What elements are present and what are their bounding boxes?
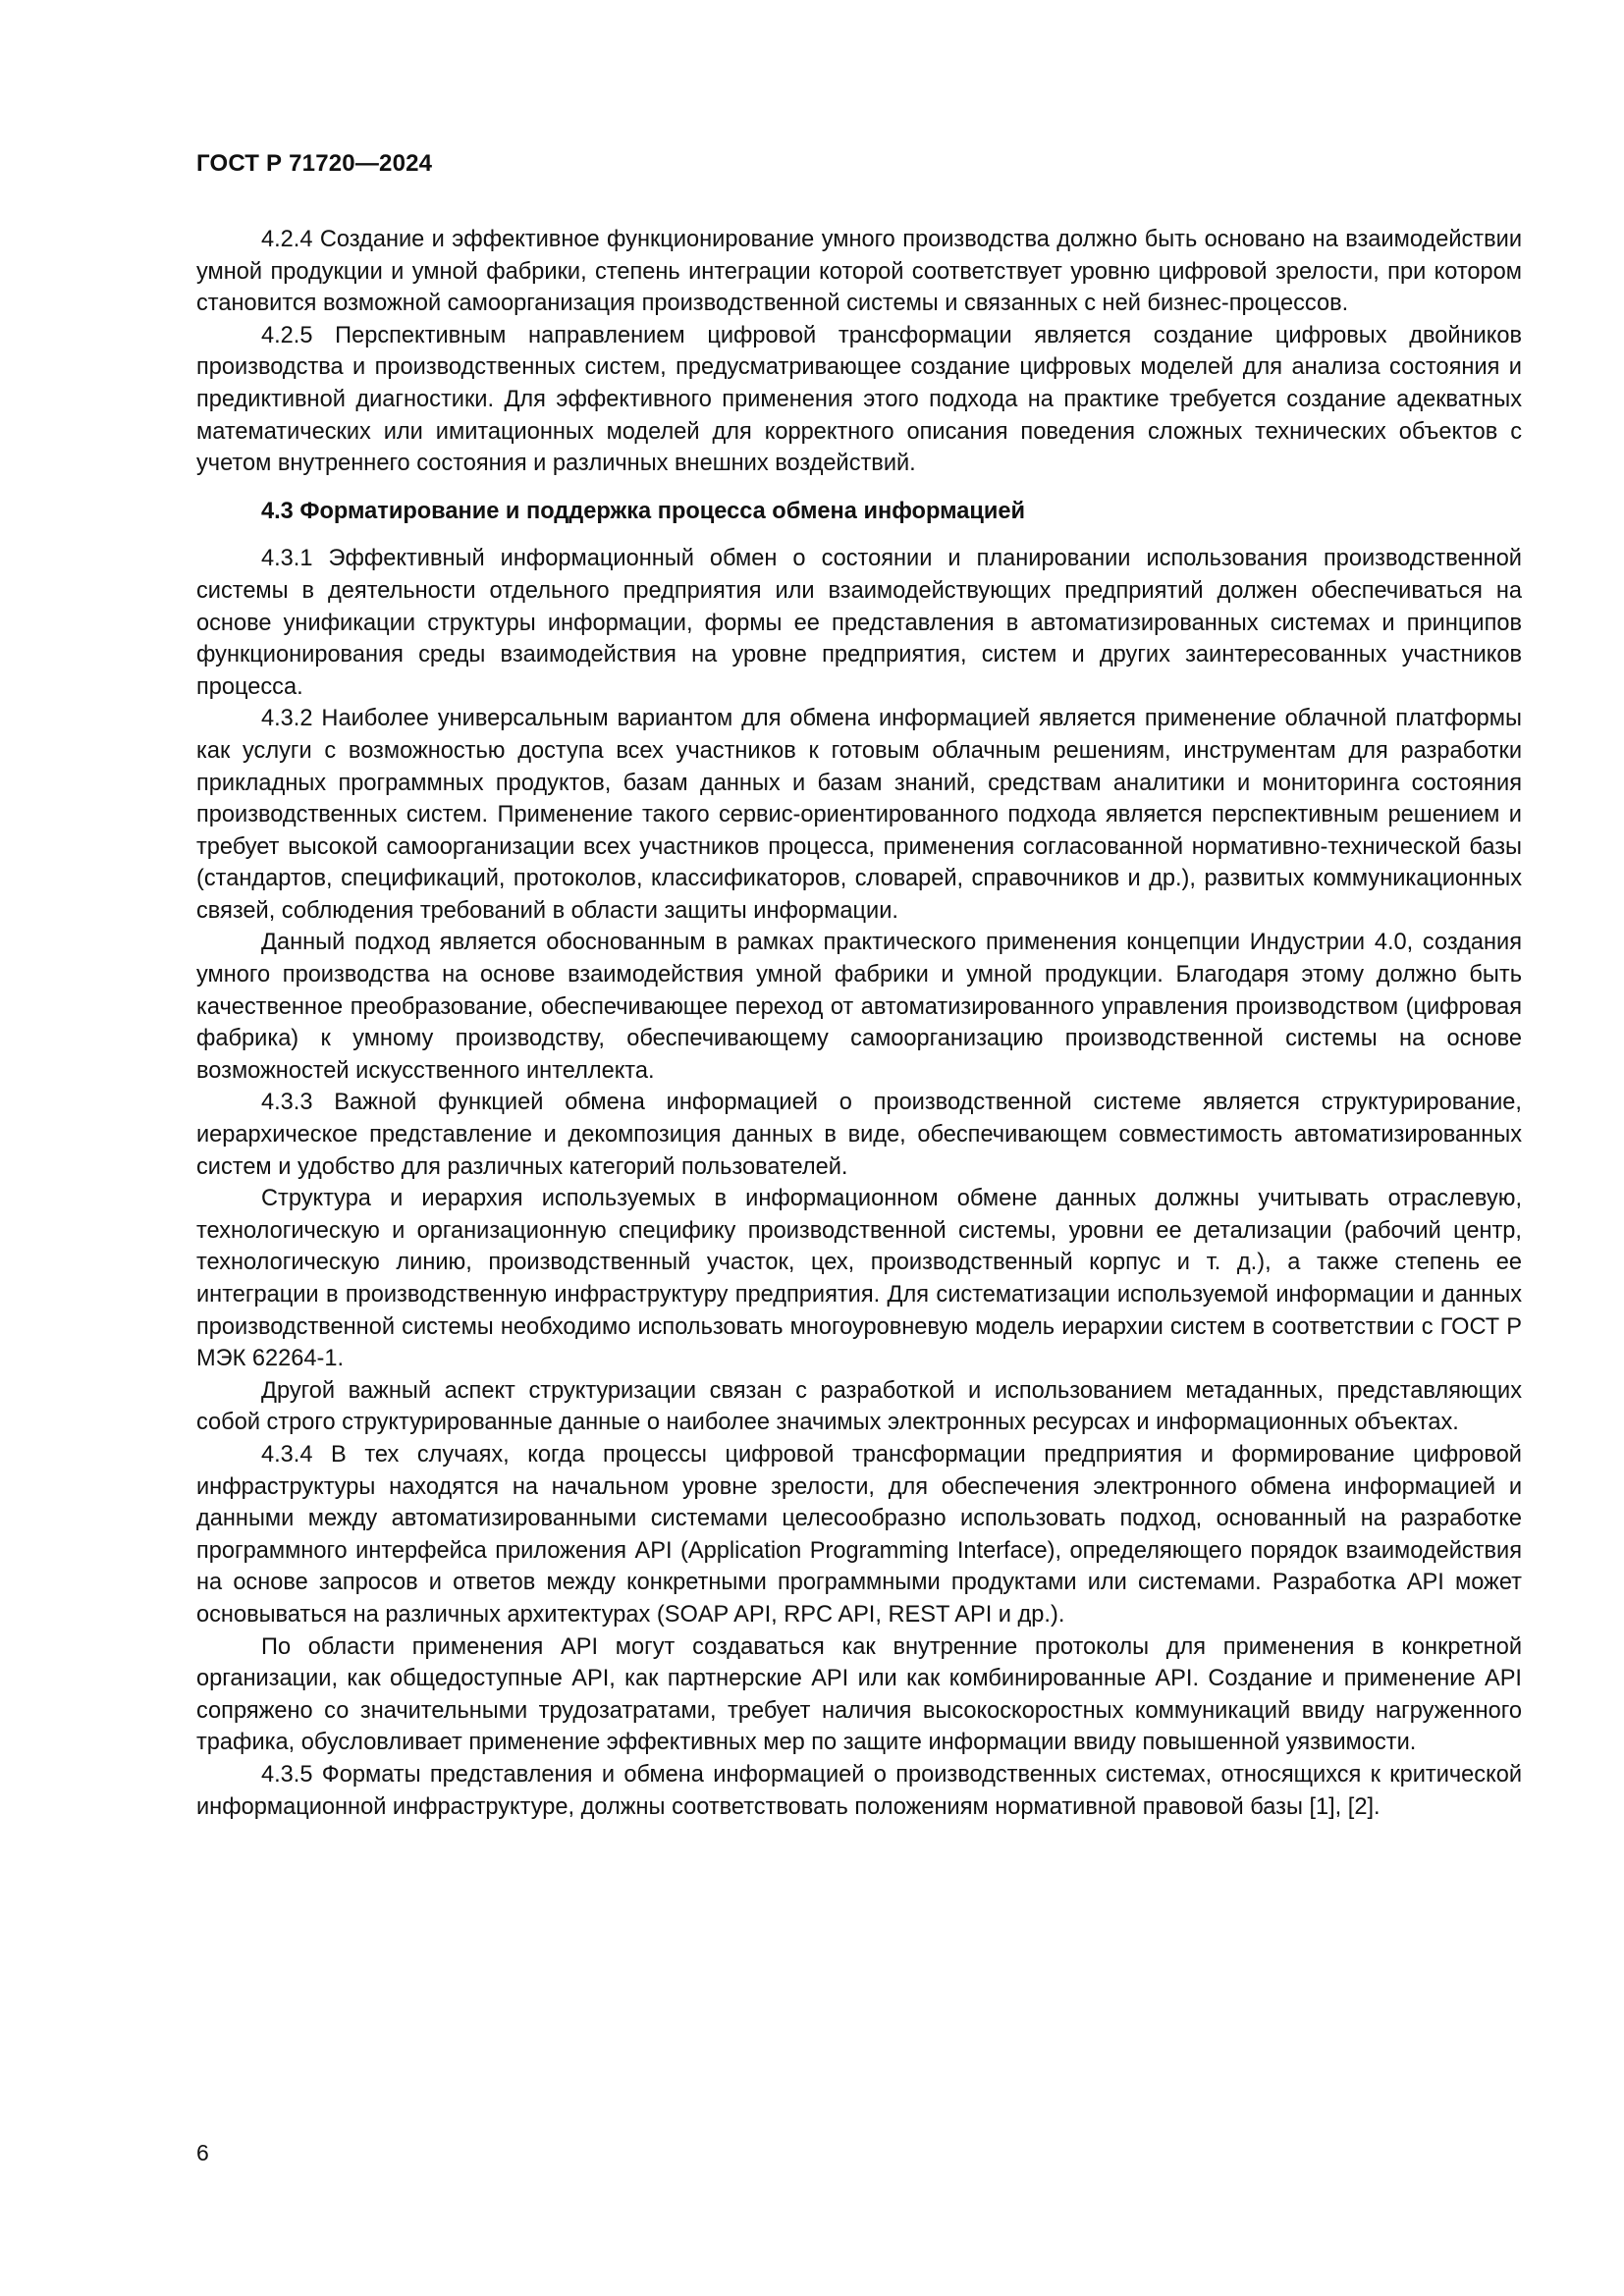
paragraph-metadata: Другой важный аспект структуризации связан с разработкой и использованием метаданных, представляющих собой строго структурированные данные о наиболее значимых электронных ресурсах и информационных объектах. — [196, 1377, 1522, 1436]
paragraph-4-2-4: 4.2.4 Создание и эффективное функционирование умного производства должно быть основано на взаимодействии умной продукции и умной фабрики, степень интеграции которой соответствует уровню цифровой зрелости, при котором становится возможной самоорганизация производственной системы и связанных с ней бизнес-процессов. — [196, 227, 1522, 317]
paragraph-4-3-3: 4.3.3 Важной функцией обмена информацией о производственной системе является структурирование, иерархическое представление и декомпозиция данных в виде, обеспечивающем совместимость автоматизированных систем и удобство для различных категорий пользователей. — [196, 1090, 1522, 1180]
paragraph-structure: Структура и иерархия используемых в информационном обмене данных должны учитывать отраслевую, технологическую и организационную специфику производственной системы, уровни ее детализации (рабочий центр, технологическую линию, производственный участок, цех, производственный корпус и т. д.), а также степень ее интеграции в производственную инфраструктуру предприятия. Для систематизации используемой информации и данных производственной системы необходимо использовать многоуровневую модель иерархии систем в соответствии с ГОСТ Р МЭК 62264-1. — [196, 1186, 1522, 1372]
document-body — [196, 224, 1522, 1823]
paragraph-approach: Данный подход является обоснованным в рамках практического применения концепции Индустрии 4.0, создания умного производства на основе взаимодействия умной фабрики и умной продукции. Благодаря этому должно быть качественное преобразование, обеспечивающее переход от автоматизированного управления производством (цифровая фабрика) к умному производству, обеспечивающему самоорганизацию производственной системы на основе возможностей искусственного интеллекта. — [196, 930, 1522, 1084]
document-header: ГОСТ Р 71720—2024 — [196, 150, 433, 177]
page-number: 6 — [196, 2140, 209, 2165]
paragraph-4-3-2: 4.3.2 Наиболее универсальным вариантом для обмена информацией является применение облачной платформы как услуги с возможностью доступа всех участников к готовым облачным решениям, инструментам для разработки прикладных программных продуктов, базам данных и базам знаний, средствам аналитики и мониторинга состояния производственных систем. Применение такого сервис-ориентированного подхода является перспективным решением и требует высокой самоорганизации всех участников процесса, применения согласованной нормативно-технической базы (стандартов, спецификаций, протоколов, классификаторов, словарей, справочников и др.), развитых коммуникационных связей, соблюдения требований в области защиты информации. — [196, 706, 1522, 924]
section-heading-4-3: 4.3 Форматирование и поддержка процесса обмена информацией — [261, 498, 1025, 524]
paragraph-4-2-5: 4.2.5 Перспективным направлением цифровой трансформации является создание цифровых двойников производства и производственных систем, предусматривающее создание цифровых моделей для анализа состояния и предиктивной диагностики. Для эффективного применения этого подхода на практике требуется создание адекватных математических или имитационных моделей для корректного описания поведения сложных технических объектов с учетом внутреннего состояния и различных внешних воздействий. — [196, 322, 1522, 477]
paragraph-4-3-4: 4.3.4 В тех случаях, когда процессы цифровой трансформации предприятия и формирование цифровой инфраструктуры находятся на начальном уровне зрелости, для обеспечения электронного обмена информацией и данными между автоматизированными системами целесообразно использовать подход, основанный на разработке программного интерфейса приложения API (Application Programming Interface), определяющего порядок взаимодействия на основе запросов и ответов между конкретными программными продуктами или системами. Разработка API может основываться на различных архитектурах (SOAP API, RPC API, REST API и др.). — [196, 1441, 1522, 1628]
paragraph-api-scope: По области применения API могут создаваться как внутренние протоколы для применения в конкретной организации, как общедоступные API, как партнерские API или как комбинированные API. Создание и применение API сопряжено со значительными трудозатратами, требует наличия высокоскоростных коммуникаций ввиду нагруженного трафика, обусловливает применение эффективных мер по защите информации ввиду повышенной уязвимости. — [196, 1633, 1522, 1756]
paragraph-4-3-1: 4.3.1 Эффективный информационный обмен о состоянии и планировании использования производственной системы в деятельности отдельного предприятия или взаимодействующих предприятий должен обеспечиваться на основе унификации структуры информации, формы ее представления в автоматизированных системах и принципов функционирования среды взаимодействия на уровне предприятия, систем и других заинтересованных участников процесса. — [196, 546, 1522, 700]
paragraph-4-3-5: 4.3.5 Форматы представления и обмена информацией о производственных системах, относящихся к критической информационной инфраструктуре, должны соответствовать положениям нормативной правовой базы [1], [2]. — [196, 1761, 1522, 1820]
